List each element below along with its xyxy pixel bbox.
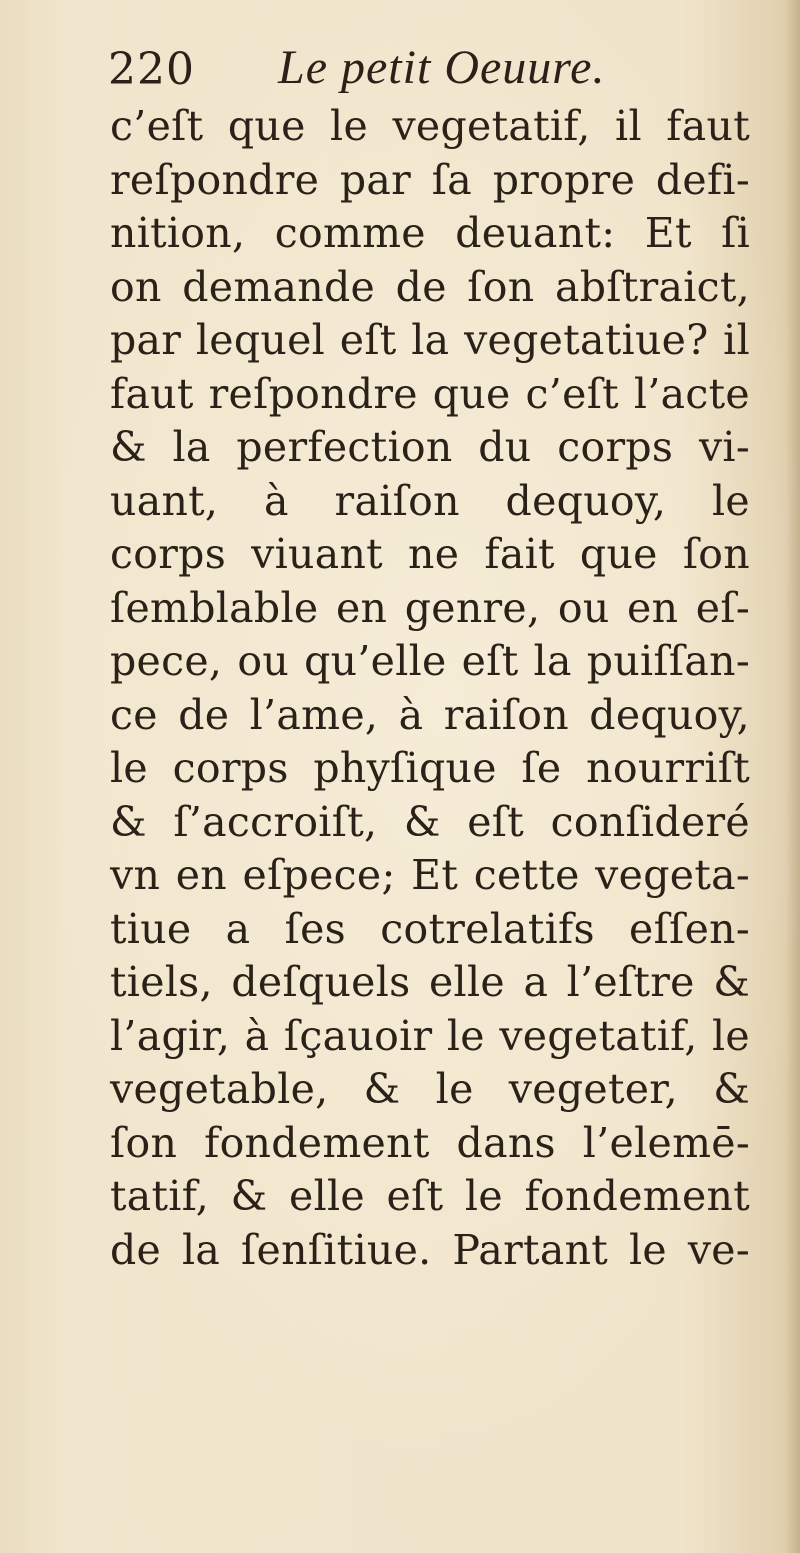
- text-line: corps viuant ne fait que ſon: [110, 530, 750, 578]
- body-text: [110, 100, 750, 1277]
- running-title: Le petit Oeuure.: [278, 41, 606, 94]
- text-line: nition, comme deuant: Et ſi: [110, 209, 750, 257]
- page-edge-shadow: [786, 0, 800, 1553]
- text-line: vegetable, & le vegeter, &: [110, 1065, 750, 1113]
- text-line: tiue a ſes cotrelatifs eſſen-: [110, 904, 750, 953]
- text-line: uant, à raiſon dequoy, le: [110, 476, 750, 525]
- text-line: tatif, & elle eſt le fondement: [110, 1172, 750, 1220]
- text-line: pece, ou qu’elle eſt la puiſſan-: [110, 637, 750, 685]
- text-line: ſemblable en genre, ou en eſ-: [110, 583, 750, 632]
- text-line: & ſ’accroiſt, & eſt conſideré: [110, 797, 750, 846]
- page-header: [108, 40, 748, 100]
- text-line: l’agir, à ſçauoir le vegetatif, le: [110, 1011, 750, 1060]
- text-line: ce de l’ame, à raiſon dequoy,: [110, 690, 750, 739]
- text-line: ſon fondement dans l’elemē-: [110, 1118, 750, 1167]
- text-line: le corps phyſique ſe nourriſt: [110, 744, 750, 792]
- text-line: reſpondre par ſa propre defi-: [110, 155, 750, 204]
- text-line: vn en eſpece; Et cette vegeta-: [110, 851, 750, 899]
- text-line: tiels, deſquels elle a l’eſtre &: [110, 958, 750, 1006]
- text-line: de la ſenſitiue. Partant le ve-: [110, 1225, 750, 1274]
- text-line: c’eſt que le vegetatif, il faut: [110, 102, 750, 150]
- text-line: faut reſpondre que c’eſt l’acte: [110, 369, 750, 418]
- text-line: on demande de ſon abſtraict,: [110, 262, 750, 311]
- text-line: par lequel eſt la vegetatiue? il: [110, 316, 750, 364]
- text-line: & la perfection du corps vi-: [110, 423, 750, 471]
- page-number: 220: [108, 44, 195, 95]
